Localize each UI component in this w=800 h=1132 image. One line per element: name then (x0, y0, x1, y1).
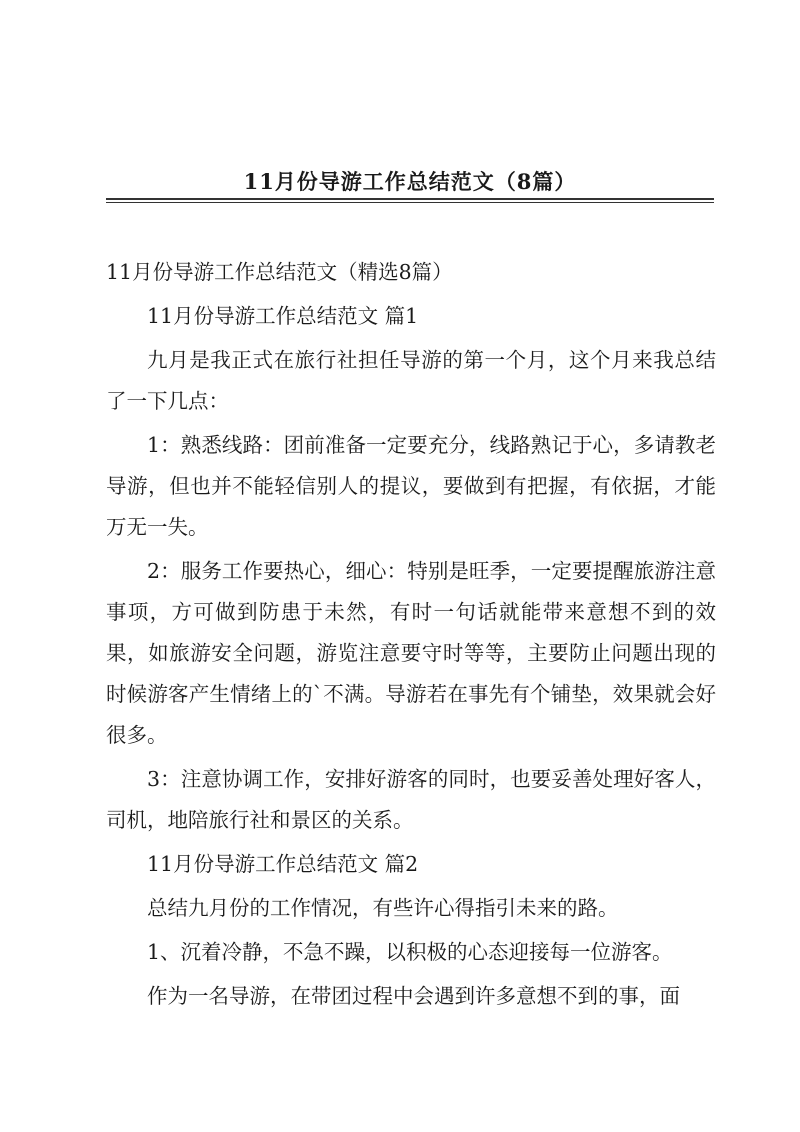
page-title: 11月份导游工作总结范文（8篇） (243, 169, 577, 194)
paragraph: 总结九月份的工作情况，有些许心得指引未来的路。 (147, 896, 619, 920)
section-heading-1: 11月份导游工作总结范文 篇1 (147, 304, 419, 328)
document-body (106, 252, 716, 1020)
paragraph: 1：熟悉线路：团前准备一定要充分，线路熟记于心，多请教老导游，但也并不能轻信别人的提议，要做到有把握，有依据，才能万无一失。 (106, 433, 716, 539)
paragraph: 1、沉着冷静，不急不躁，以积极的心态迎接每一位游客。 (147, 940, 673, 964)
paragraph: 作为一名导游，在带团过程中会遇到许多意想不到的事，面 (147, 984, 680, 1008)
section-heading-2: 11月份导游工作总结范文 篇2 (147, 852, 419, 876)
paragraph: 九月是我正式在旅行社担任导游的第一个月，这个月来我总结了一下几点： (106, 348, 716, 413)
paragraph: 2：服务工作要热心，细心：特别是旺季，一定要提醒旅游注意事项，方可做到防患于未然，有时一句话就能带来意想不到的效果，如旅游安全问题，游览注意要守时等等，主要防止问题出现的时候游客产生情绪上的`不满。导游若在事先有个铺垫，效果就会好很多。 (106, 559, 716, 747)
paragraph: 3：注意协调工作，安排好游客的同时，也要妥善处理好客人，司机，地陪旅行社和景区的关系。 (106, 767, 716, 832)
paragraph-subtitle: 11月份导游工作总结范文（精选8篇） (106, 260, 453, 284)
title-divider (106, 198, 714, 203)
